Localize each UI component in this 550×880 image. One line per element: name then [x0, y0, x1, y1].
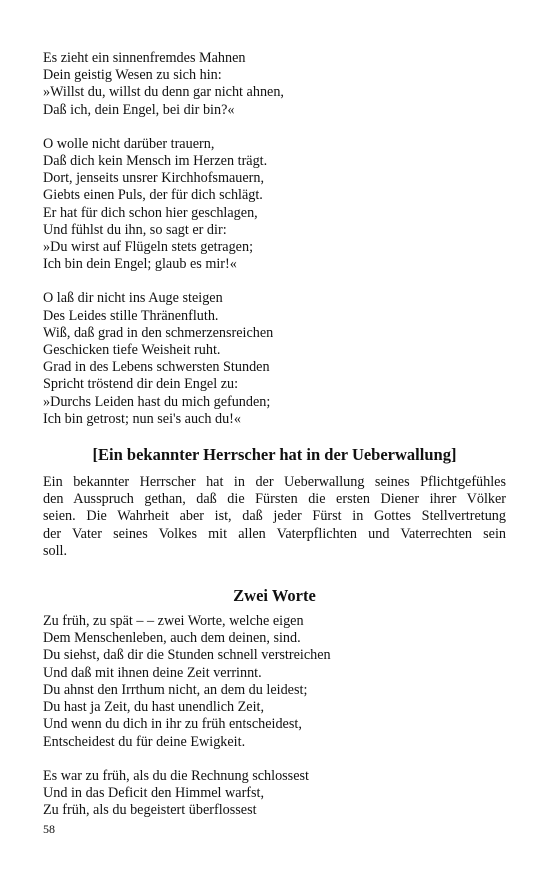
verse-line: Zu früh, als du begeistert überflossest — [43, 802, 257, 819]
poem-title: Zwei Worte — [233, 586, 316, 606]
prose-line: der Vater seines Volkes mit allen Vaterpflichten und Vaterrechten sein — [43, 525, 506, 542]
poem2-stanza-1 — [43, 613, 506, 751]
poem1-stanza-1 — [43, 50, 506, 119]
verse-line: Entscheidest du für deine Ewigkeit. — [43, 733, 246, 750]
verse-line: Ich bin dein Engel; glaub es mir!« — [43, 256, 237, 273]
verse-line: Es zieht ein sinnenfremdes Mahnen — [43, 50, 246, 66]
verse-line: Daß dich kein Mensch im Herzen trägt. — [43, 153, 268, 170]
verse-line: »Durchs Leiden hast du mich gefunden; — [43, 393, 271, 410]
verse-line: O wolle nicht darüber trauern, — [43, 135, 215, 152]
poem1-stanza-3 — [43, 290, 506, 428]
verse-line: Daß ich, dein Engel, bei dir bin?« — [43, 101, 235, 118]
verse-line: Grad in des Lebens schwersten Stunden — [43, 359, 270, 376]
prose-line: soll. — [43, 542, 68, 559]
verse-line: Giebts einen Puls, der für dich schlägt. — [43, 187, 263, 204]
prose-line: seien. Die Wahrheit aber ist, daß jeder Fürst in Gottes Stellvertretung — [43, 508, 506, 525]
page-content — [43, 50, 506, 836]
verse-line: Des Leides stille Thränenfluth. — [43, 307, 219, 324]
verse-line: Zu früh, zu spät – – zwei Worte, welche eigen — [43, 613, 304, 630]
verse-line: Und daß mit ihnen deine Zeit verrinnt. — [43, 664, 262, 681]
section-heading: [Ein bekannter Herrscher hat in der Ueberwallung] — [92, 445, 457, 465]
verse-line: »Du wirst auf Flügeln stets getragen; — [43, 239, 254, 256]
verse-line: O laß dir nicht ins Auge steigen — [43, 290, 223, 307]
poem1-stanza-2 — [43, 136, 506, 274]
poem2-stanza-2 — [43, 768, 506, 820]
verse-line: Dein geistig Wesen zu sich hin: — [43, 67, 222, 84]
verse-line: Es war zu früh, als du die Rechnung schlossest — [43, 767, 309, 784]
verse-line: Du hast ja Zeit, du hast unendlich Zeit, — [43, 699, 265, 716]
verse-line: Du siehst, daß dir die Stunden schnell verstreichen — [43, 647, 331, 664]
verse-line: Dort, jenseits unsrer Kirchhofsmauern, — [43, 170, 265, 187]
page-number: 58 — [43, 822, 55, 836]
verse-line: Wiß, daß grad in den schmerzensreichen — [43, 324, 274, 341]
verse-line: Ich bin getrost; nun sei's auch du!« — [43, 410, 241, 427]
verse-line: Und in das Deficit den Himmel warfst, — [43, 784, 265, 801]
verse-line: Er hat für dich schon hier geschlagen, — [43, 204, 258, 221]
verse-line: Du ahnst den Irrthum nicht, an dem du leidest; — [43, 681, 308, 698]
verse-line: Und wenn du dich in ihr zu früh entscheidest, — [43, 716, 302, 733]
verse-line: Und fühlst du ihn, so sagt er dir: — [43, 221, 227, 238]
prose-line: den Ausspruch gethan, daß die Fürsten die ersten Diener ihrer Völker — [43, 491, 506, 508]
verse-line: Dem Menschenleben, auch dem deinen, sind. — [43, 630, 301, 647]
prose-line: Ein bekannter Herrscher hat in der Ueberwallung seines Pflichtgefühles — [43, 474, 506, 491]
verse-line: Spricht tröstend dir dein Engel zu: — [43, 376, 239, 393]
verse-line: Geschicken tiefe Weisheit ruht. — [43, 342, 221, 359]
verse-line: »Willst du, willst du denn gar nicht ahnen, — [43, 84, 284, 101]
prose-paragraph — [43, 474, 506, 560]
